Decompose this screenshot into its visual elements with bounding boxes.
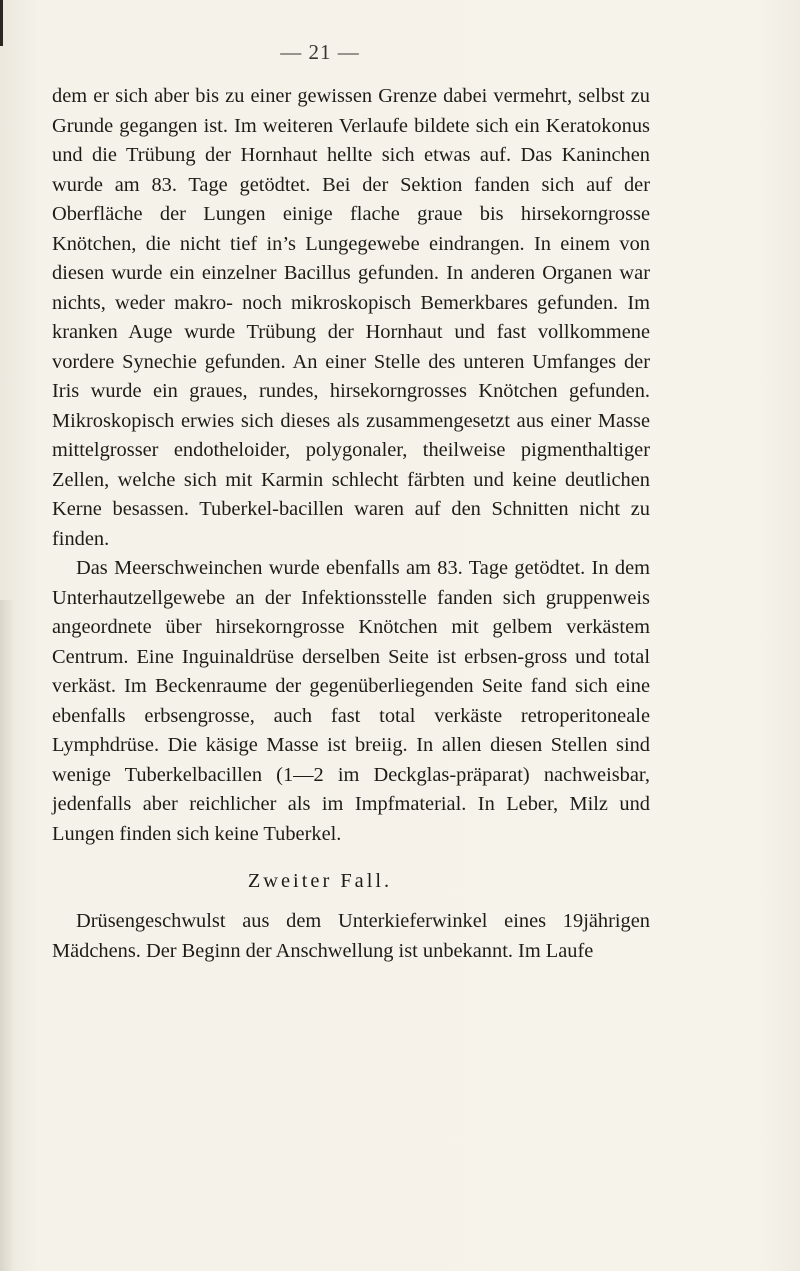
paragraph-2: Das Meerschweinchen wurde ebenfalls am 83. Tage getödtet. In dem Unterhautzellgewebe an der Infektionsstelle fanden sich gruppenweis angeordnete über hirsekorngrosse Knötchen mit gelbem verkästem Centrum. Eine Inguinaldrüse derselben Seite ist erbsen-gross und total verkäst. Im Beckenraume der gegenüberliegenden Seite fand sich eine ebenfalls erbsengrosse, auch fast total verkäste retroperitoneale Lymphdrüse. Die käsige Masse ist breiig. In allen diesen Stellen sind wenige Tuberkelbacillen (1—2 im Deckglas-präparat) nachweisbar, jedenfalls aber reichlicher als im Impfmaterial. In Leber, Milz und Lungen finden sich keine Tuberkel. [52,557,650,845]
binding-shadow [0,600,14,1271]
text-block-2 [52,907,650,966]
text-block [52,82,650,849]
page-number: — 21 — [280,40,360,64]
section-heading: Zweiter Fall. [247,870,393,892]
paragraph-3: Drüsengeschwulst aus dem Unterkieferwinkel eines 19jährigen Mädchens. Der Beginn der Anschwellung ist unbekannt. Im Laufe [52,910,650,962]
paragraph-1: dem er sich aber bis zu einer gewissen Grenze dabei vermehrt, selbst zu Grunde gegangen ist. Im weiteren Verlaufe bildete sich ein Keratokonus und die Trübung der Hornhaut hellte sich etwas auf. Das Kaninchen wurde am 83. Tage getödtet. Bei der Sektion fanden sich auf der Oberfläche der Lungen einige flache graue bis hirsekorngrosse Knötchen, die nicht tief in’s Lungegewebe eindrangen. In einem von diesen wurde ein einzelner Bacillus gefunden. In anderen Organen war nichts, weder makro- noch mikroskopisch Bemerkbares gefunden. Im kranken Auge wurde Trübung der Hornhaut und fast vollkommene vordere Synechie gefunden. An einer Stelle des unteren Umfanges der Iris wurde ein graues, rundes, hirsekorngrosses Knötchen gefunden. Mikroskopisch erwies sich dieses als zusammengesetzt aus einer Masse mittelgrosser endotheloider, polygonaler, theilweise pigmenthaltiger Zellen, welche sich mit Karmin schlecht färbten und keine deutlichen Kerne besassen. Tuberkel-bacillen waren auf den Schnitten nicht zu finden. [52,85,650,550]
